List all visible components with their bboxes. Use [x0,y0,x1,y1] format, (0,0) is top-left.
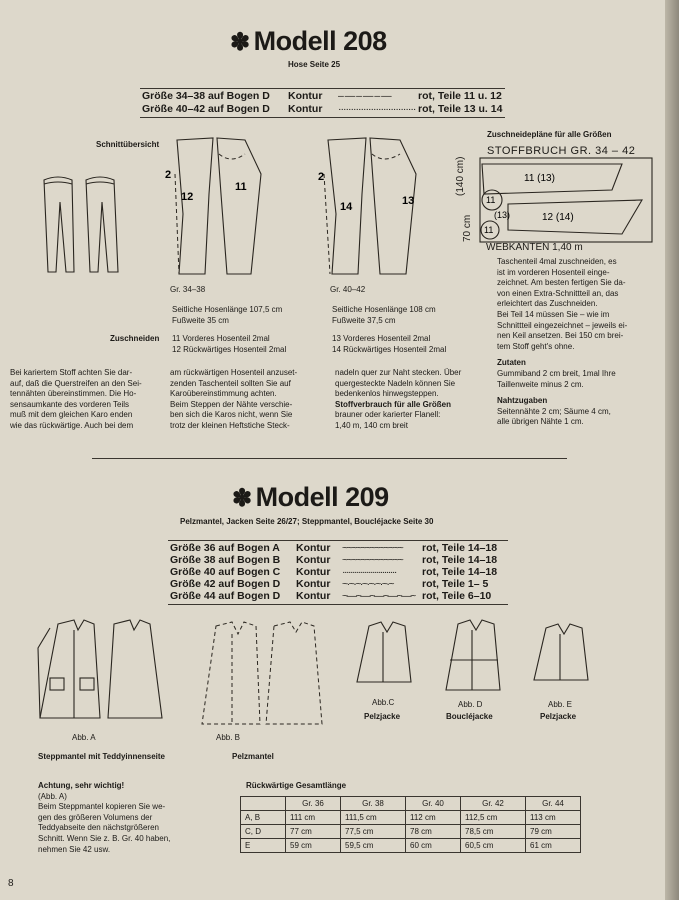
table-cell: 111 cm [286,811,341,825]
table-cell: 77,5 cm [341,825,406,839]
text-line: 12 Rückwärtiges Hosenteil 2mal [172,344,287,354]
divider [140,117,505,118]
text-line: muß mit dem gleichen Karo enden [10,410,133,420]
pelzjacke-e-name: Pelzjacke [540,712,577,721]
table-row [241,825,581,839]
kontur-label: Kontur [296,566,331,578]
text-line: quergesteckte Nadeln können Sie [335,378,456,388]
modell-209-title-text: Modell 209 [255,482,389,512]
pattern-pieces-small [165,134,285,282]
stoff-label: Stoffverbrauch für alle Größen [335,399,452,409]
size-row [170,554,510,566]
abb-a-label: Abb. A [72,733,96,742]
pelzmantel-illustration [198,620,328,732]
table-cell: 113 cm [526,811,581,825]
table-cell: Gr. 36 [286,797,341,811]
text-line: zeichnet. Am besten fertigen Sie da- [497,278,626,288]
parts-label: rot, Teile 6–10 [422,590,492,602]
kontur-label: Kontur [296,578,331,590]
parts-label: rot, Teile 1– 5 [422,578,489,590]
text-line: ben sich die Karos nicht, wenn Sie [170,410,293,420]
size-row [170,578,510,590]
text-line: bedenkenlos hinwegsteppen. [335,389,439,399]
kontur-line: ~~~~~~~~~~~~~ [342,554,403,566]
size-row [142,90,507,103]
achtung-label: Achtung, sehr wichtig! [38,781,125,790]
size-row [170,566,510,578]
kontur-line: ··························· [342,566,396,578]
dim-140: (140 cm) [455,156,466,196]
layout-label: (13) [494,210,511,220]
steppmantel-illustration [38,618,168,733]
text-line: nen Keil ansetzen. Bei 150 cm brei- [497,331,624,341]
table-title: Rückwärtige Gesamtlänge [246,781,347,790]
table-cell: 111,5 cm [341,811,406,825]
kontur-line: – — – — – — [338,90,391,102]
page-number: 8 [8,878,14,889]
text-line: (Abb. A) [38,791,67,801]
trousers-illustration [38,172,128,282]
divider [168,604,508,605]
piece-number: 14 [340,201,353,213]
piece-number: 12 [181,191,194,203]
text-line: Schnitt. Wenn Sie z. B. Gr. 40 haben, [38,833,171,843]
abb-e-label: Abb. E [548,700,573,709]
dim-70: 70 cm [462,214,473,242]
steppmantel-name: Steppmantel mit Teddyinnenseite [38,752,165,761]
webkanten-label: WEBKANTEN 1,40 m [486,242,583,253]
parts-label: rot, Teile 14–18 [422,566,498,578]
parts-label: rot, Teile 13 u. 14 [418,103,503,115]
parts-label: rot, Teile 14–18 [422,542,498,554]
gr-40-42: Gr. 40–42 [330,285,366,294]
zuschneiden-list-2 [332,334,446,355]
table-cell: 60,5 cm [461,839,526,853]
modell-208-title-text: Modell 208 [253,26,387,56]
gr-34-38: Gr. 34–38 [170,285,206,294]
pelzjacke-c-name: Pelzjacke [364,712,401,721]
table-cell: 60 cm [406,839,461,853]
kontur-line: ~—~—~—~—~—~ [342,590,415,602]
text-line: Fußweite 37,5 cm [332,315,396,325]
table-row [241,811,581,825]
table-cell: Gr. 38 [341,797,406,811]
piece-number: 2 [318,171,325,183]
text-line: nehmen Sie 42 usw. [38,844,111,854]
pattern-pieces-large [318,134,438,282]
table-cell: 78,5 cm [461,825,526,839]
flower-icon: ✽ [230,29,250,56]
size-label: Größe 36 auf Bogen A [170,542,280,554]
table-cell: 59,5 cm [341,839,406,853]
text-line: auf, daß die Querstreifen an den Sei- [10,378,142,388]
size-row [170,590,510,602]
size-row [170,542,510,554]
text-line: Taillenweite minus 2 cm. [497,379,584,389]
length-info-2 [332,305,436,326]
zutaten-label: Zutaten [497,358,526,368]
table-cell: A, B [241,811,286,825]
text-line: Bei Teil 14 müssen Sie – wie im [497,309,610,319]
table-header-row [241,797,581,811]
text-line: erleichtert das Zuschneiden. [497,299,598,309]
layout-label: 11 [484,225,494,235]
schnitt-label: Schnittübersicht [96,140,160,149]
size-label: Größe 34–38 auf Bogen D [142,90,270,102]
table-cell: 77 cm [286,825,341,839]
table-cell: Gr. 42 [461,797,526,811]
text-line: 13 Vorderes Hosenteil 2mal [332,334,431,343]
table-cell: 78 cm [406,825,461,839]
text-line: ist im vorderen Hosenteil einge- [497,267,610,277]
cutting-layout [472,156,662,246]
kontur-label: Kontur [296,590,331,602]
divider [168,540,508,541]
zuschneide-label: Zuschneidepläne für alle Größen [487,130,612,139]
length-info-1 [172,305,282,326]
text-line: tennähten übereinstimmen. Die Ho- [10,389,137,399]
table-cell: 59 cm [286,839,341,853]
piece-number: 11 [235,181,247,193]
abb-d-label: Abb. D [458,700,483,709]
size-row [142,103,507,116]
table-cell: E [241,839,286,853]
parts-label: rot, Teile 14–18 [422,554,498,566]
text-column-1 [10,368,142,432]
pelzjacke-c-illustration [355,622,413,694]
size-label: Größe 42 auf Bogen D [170,578,281,590]
achtung-note [38,781,170,855]
kontur-label: Kontur [296,554,331,566]
text-line: sensaumkante des vorderen Teils [10,399,130,409]
kontur-line: ~~~~~~~~~~~~~ [342,542,403,554]
text-line: Seitliche Hosenlänge 107,5 cm [172,305,283,314]
text-line: Gummiband 2 cm breit, 1mal Ihre [497,368,616,378]
text-line: brauner oder karierter Flanell: [335,410,441,420]
abb-c-label: Abb.C [372,698,395,707]
zuschneiden-label: Zuschneiden [110,334,160,343]
text-line: Schnittteil eingezeichnet – jeweils ei- [497,320,628,330]
layout-label: 12 (14) [542,212,574,223]
kontur-label: Kontur [288,103,323,115]
kontur-label: Kontur [296,542,331,554]
text-line: zenden Taschenteil sollten Sie auf [170,378,291,388]
flower-icon: ✽ [232,485,252,512]
kontur-label: Kontur [288,90,323,102]
bouclejacke-illustration [444,620,504,698]
text-line: 11 Vorderes Hosenteil 2mal [172,334,270,343]
table-cell: 112,5 cm [461,811,526,825]
text-line: wie das rückwärtige. Auch bei dem [10,420,134,430]
layout-label: 11 [486,195,496,205]
table-row [241,839,581,853]
text-line: 14 Rückwärtiges Hosenteil 2mal [332,344,447,354]
text-line: Karoübereinstimmung achten. [170,389,277,399]
text-line: 1,40 m, 140 cm breit [335,420,408,430]
text-line: Bei kariertem Stoff achten Sie dar- [10,368,133,377]
text-line: am rückwärtigen Hosenteil anzuset- [170,368,298,377]
parts-label: rot, Teile 11 u. 12 [418,90,502,102]
text-column-3 [335,368,461,432]
text-line: von einen Extra-Schnittteil an, das [497,288,619,298]
abb-b-label: Abb. B [216,733,241,742]
text-line: Fußweite 35 cm [172,315,229,325]
bouclejacke-name: Boucléjacke [446,712,493,721]
piece-number: 2 [165,169,172,181]
page-spine [665,0,679,900]
table-cell: 112 cm [406,811,461,825]
table-cell: Gr. 40 [406,797,461,811]
piece-number: 13 [402,195,415,207]
text-column-2 [170,368,297,432]
size-label: Größe 40–42 auf Bogen D [142,103,270,115]
text-line: trotz der kleinen Heftstiche Steck- [170,420,290,430]
naht-label: Nahtzugaben [497,396,548,406]
taschen-text [497,257,627,428]
text-line: Beim Steppmantel kopieren Sie we- [38,802,166,812]
text-line: tem Stoff geht's ohne. [497,341,575,351]
stoffbruch-label: STOFFBRUCH GR. 34 – 42 [487,145,636,157]
divider [140,88,505,89]
modell-208-title [230,26,387,57]
table-cell [241,797,286,811]
text-line: gen des größeren Volumens der [38,812,153,822]
text-line: Seitliche Hosenlänge 108 cm [332,305,436,314]
text-line: Teddyabseite den nächstgrößeren [38,823,159,833]
pelzmantel-name: Pelzmantel [232,752,274,761]
table-cell: Gr. 44 [526,797,581,811]
modell-209-subtitle: Pelzmantel, Jacken Seite 26/27; Steppmantel, Boucléjacke Seite 30 [180,517,434,526]
modell-209-title [232,482,389,513]
table-cell: 79 cm [526,825,581,839]
kontur-line: ~·~·~·~·~·~·~·~ [342,578,394,590]
size-label: Größe 40 auf Bogen C [170,566,281,578]
table-cell: C, D [241,825,286,839]
text-line: alle übrigen Nähte 1 cm. [497,417,584,427]
pelzjacke-e-illustration [532,624,590,694]
text-line: Beim Steppen der Nähte verschie- [170,399,293,409]
zuschneiden-list-1 [172,334,286,355]
size-label: Größe 38 auf Bogen B [170,554,281,566]
text-line: Seitennähte 2 cm; Säume 4 cm, [497,406,611,416]
text-line: nadeln quer zur Naht stecken. Über [335,368,462,377]
kontur-line: ······························· [338,103,416,115]
size-label: Größe 44 auf Bogen D [170,590,281,602]
modell-208-subtitle: Hose Seite 25 [288,60,341,69]
text-line: Taschenteil 4mal zuschneiden, es [497,257,617,266]
section-divider [92,458,567,459]
layout-label: 11 (13) [524,173,555,184]
length-table [240,796,581,853]
table-cell: 61 cm [526,839,581,853]
